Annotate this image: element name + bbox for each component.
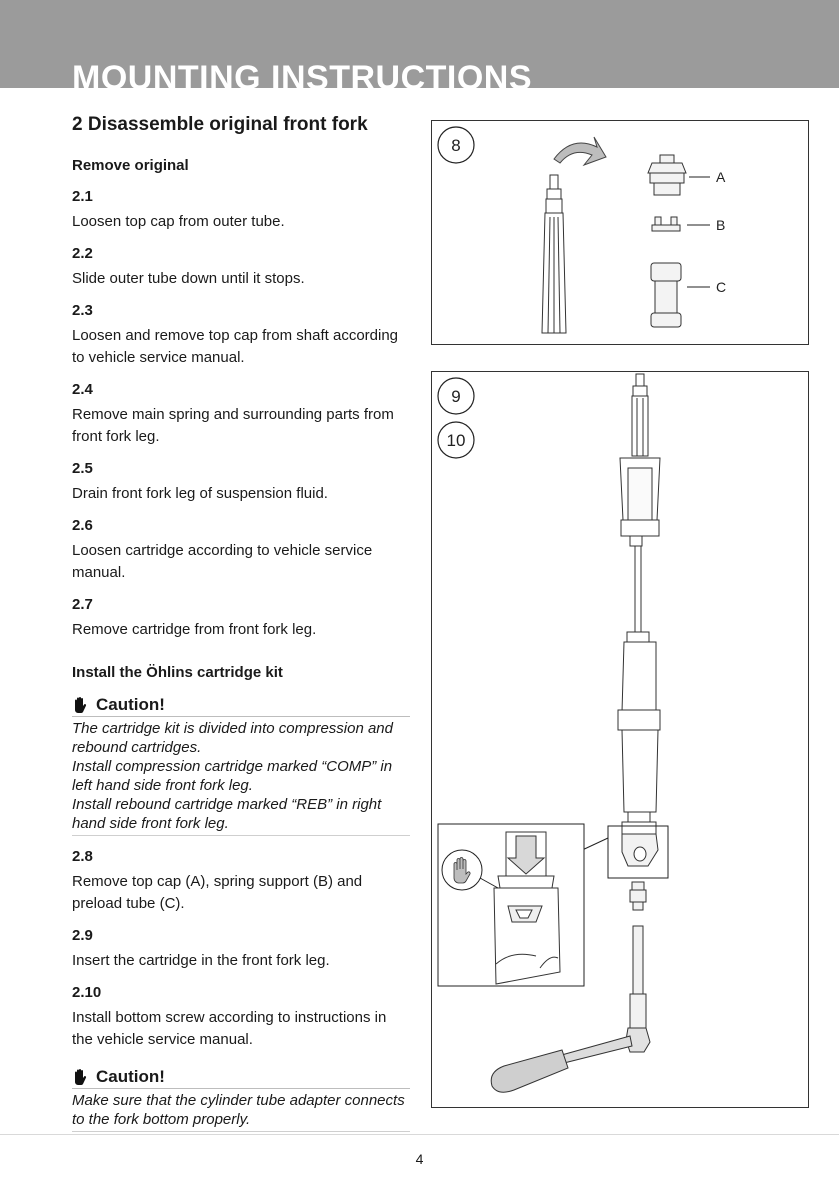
cartridge-assembly: [618, 374, 660, 866]
figure-number: 9: [451, 387, 461, 406]
step-number: 2.7: [72, 596, 93, 613]
step-2-1: [72, 187, 410, 233]
caution-line: Make sure that the cylinder tube adapter connects to the fork bottom properly.: [72, 1092, 405, 1128]
step-2-9: [72, 926, 410, 972]
caution-box-1: [72, 695, 410, 836]
bottom-screw-part: [630, 882, 646, 910]
step-number: 2.2: [72, 245, 93, 262]
step-number: 2.10: [72, 984, 102, 1001]
step-text: Insert the cartridge in the front fork leg.: [72, 952, 330, 969]
caution-line: Install rebound cartridge marked “REB” in right hand side front fork leg.: [72, 796, 382, 832]
footer-rule: [0, 1134, 839, 1135]
figure-9-10-illustration: [432, 372, 808, 1107]
step-number: 2.8: [72, 848, 93, 865]
step-number: 2.4: [72, 381, 93, 398]
step-text: Loosen and remove top cap from shaft according to vehicle service manual.: [72, 327, 399, 366]
install-kit-heading: Install the Öhlins cartridge kit: [72, 664, 283, 681]
step-2-4: [72, 380, 410, 448]
caution-line: The cartridge kit is divided into compression and rebound cartridges.: [72, 720, 393, 756]
figure-number: 10: [446, 431, 466, 450]
step-2-2: [72, 244, 410, 290]
step-2-8: [72, 847, 410, 915]
hand-stop-icon: [72, 696, 88, 714]
step-number: 2.3: [72, 302, 93, 319]
top-cap-part: [648, 155, 686, 195]
hand-stop-icon: [72, 1068, 88, 1086]
step-2-5: [72, 459, 410, 505]
label-b: B: [716, 217, 726, 233]
rotate-arrow-icon: [554, 137, 606, 165]
caution-text: [72, 1089, 410, 1132]
remove-original-heading: Remove original: [72, 157, 189, 174]
figure-8: [431, 120, 809, 345]
step-text: Loosen top cap from outer tube.: [72, 213, 285, 230]
spring-support-part: [652, 217, 680, 231]
caution-heading: [72, 1067, 410, 1089]
caution-box-2: [72, 1067, 410, 1132]
header-band: [0, 0, 839, 88]
step-text: Remove top cap (A), spring support (B) and preload tube (C).: [72, 873, 363, 912]
page-number: 4: [415, 1151, 424, 1167]
caution-heading: [72, 695, 410, 717]
step-number: 2.5: [72, 460, 93, 477]
step-text: Remove main spring and surrounding parts from front fork leg.: [72, 406, 394, 445]
step-text: Slide outer tube down until it stops.: [72, 270, 305, 287]
preload-tube-part: [651, 263, 681, 327]
step-2-3: [72, 301, 410, 369]
caution-label: Caution!: [96, 1067, 165, 1086]
step-text: Loosen cartridge according to vehicle service manual.: [72, 542, 373, 581]
caution-line: Install compression cartridge marked “COMP” in left hand side front fork leg.: [72, 758, 393, 794]
label-c: C: [716, 279, 727, 295]
label-a: A: [716, 169, 726, 185]
fork-shaft: [542, 175, 566, 333]
page-title: MOUNTING INSTRUCTIONS: [72, 59, 533, 88]
step-text: Install bottom screw according to instructions in the vehicle service manual.: [72, 1009, 387, 1048]
step-text: Remove cartridge from front fork leg.: [72, 621, 317, 638]
step-text: Drain front fork leg of suspension fluid.: [72, 485, 328, 502]
caution-text: [72, 717, 410, 836]
step-2-6: [72, 516, 410, 584]
figure-9-10: [431, 371, 809, 1108]
figure-number: 8: [451, 136, 461, 155]
step-number: 2.9: [72, 927, 93, 944]
instructions-column: [72, 112, 410, 1132]
caution-label: Caution!: [96, 695, 165, 714]
figure-8-illustration: [432, 121, 808, 344]
section-title: 2 Disassemble original front fork: [72, 114, 368, 135]
step-2-7: [72, 595, 410, 641]
step-number: 2.1: [72, 188, 93, 205]
step-number: 2.6: [72, 517, 93, 534]
step-2-10: [72, 983, 410, 1051]
